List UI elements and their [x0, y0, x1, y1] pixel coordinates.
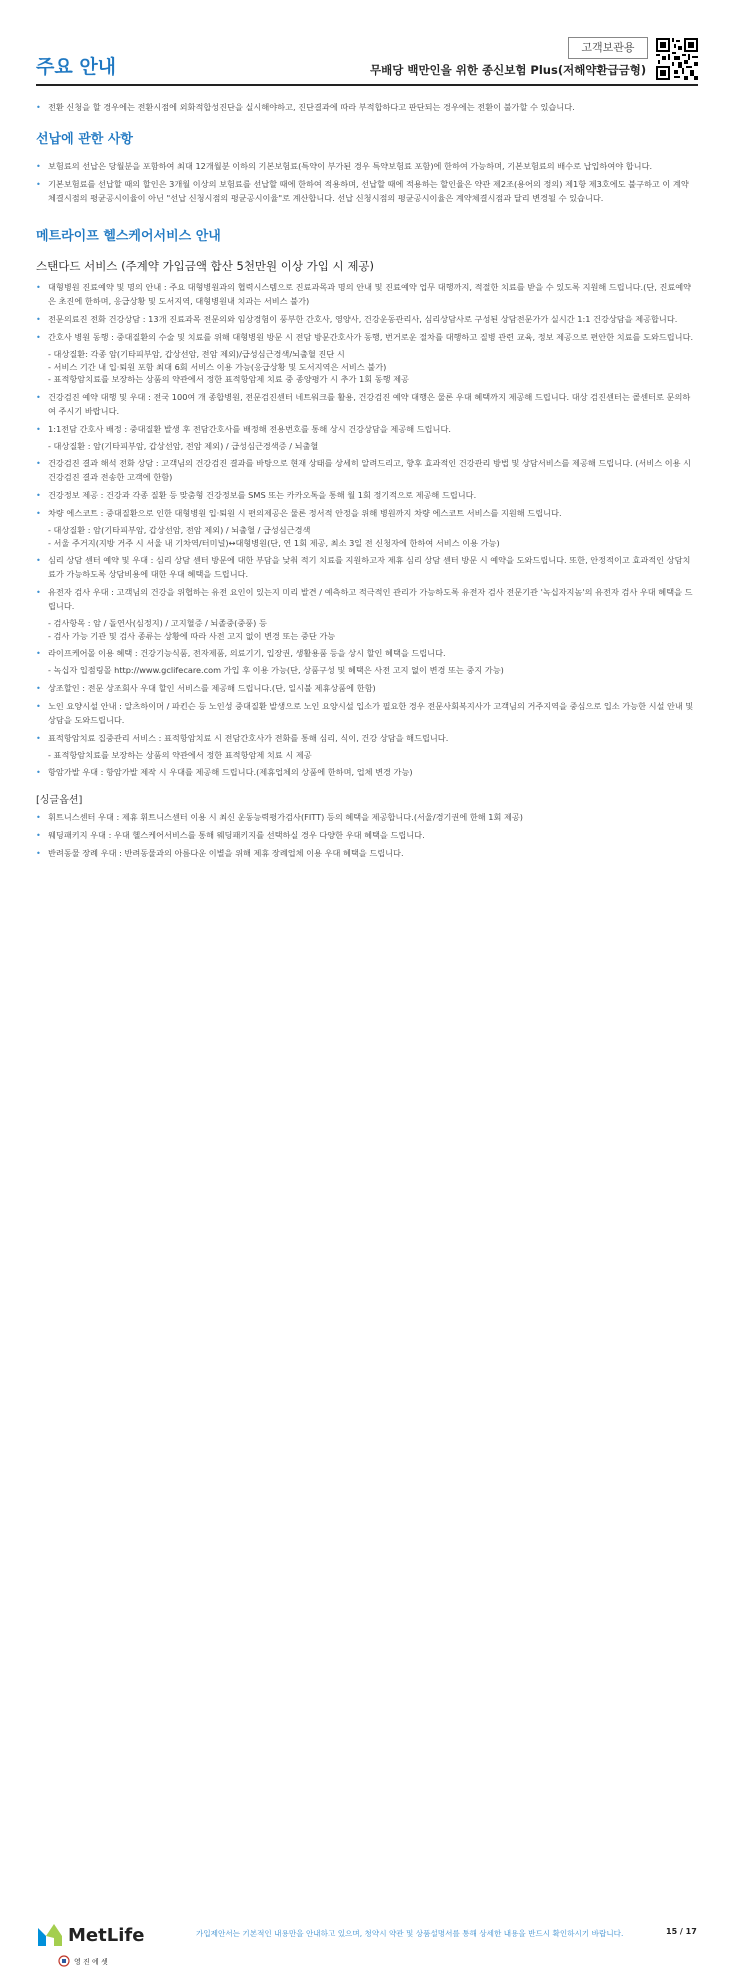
- page-footer: [0, 955, 735, 1966]
- service-item: • 건강검진 예약 대행 및 우대 : 전국 100여 개 종합병원, 전문검진센터 네트워크를 활용, 건강검진 예약 대행은 물론 우대 혜택까지 제공해 드립니다. 대상 검진센터는 콜센터로 문의하여 주시기 바랍니다.: [36, 390, 696, 418]
- prepay-heading: 선납에 관한 사항: [36, 132, 133, 147]
- service-item: • 전문의료진 전화 건강상담 : 13개 진료과목 전문의와 임상경험이 풍부한 간호사, 영양사, 건강운동관리사, 심리상담사로 구성된 상담전문가가 실시간 1:1 건강상담을 제공합니다.: [36, 312, 696, 326]
- service-item: • 대형병원 진료예약 및 명의 안내 : 주요 대형병원과의 협력시스템으로 진료과목과 명의 안내 및 진료예약 업무 대행까지, 적절한 치료를 받을 수 있도록 지원해 드립니다.(단, 진료예약은 초진에 한하며, 응급상황 및 도서지역, 대형병원내 치과는 서비스 불가): [36, 280, 696, 308]
- service-item: • 라이프케어몰 이용 혜택 : 건강기능식품, 전자제품, 의료기기, 입장권, 생활용품 등을 상시 할인 혜택을 드립니다.: [36, 646, 696, 660]
- service-detail-group: [36, 524, 696, 549]
- service-item: • 심리 상담 센터 예약 및 우대 : 심리 상담 센터 방문에 대한 부담을 낮춰 적기 치료를 지원하고자 제휴 심리 상담 센터 방문 시 예약을 도와드립니다. 또한, 안정적이고 효과적인 상담치료가 가능하도록 상담비용에 대한 우대 혜택을 드립니다.: [36, 553, 696, 581]
- footer-note: 가입제안서는 기본적인 내용만을 안내하고 있으며, 청약시 약관 및 상품설명서를 통해 상세한 내용을 반드시 확인하시기 바랍니다.: [196, 1929, 624, 1938]
- service-item: • 차량 에스코트 : 중대질환으로 인한 대형병원 입·퇴원 시 편의제공은 물론 정서적 안정을 위해 병원까지 차량 에스코트 서비스를 지원해 드립니다.: [36, 506, 696, 520]
- page-number: 15 / 17: [666, 1927, 697, 1936]
- service-detail-group: [36, 749, 696, 762]
- service-item: • 건강정보 제공 : 건강과 각종 질환 등 맞춤형 건강정보를 SMS 또는 카카오톡을 통해 월 1회 정기적으로 제공해 드립니다.: [36, 488, 696, 502]
- service-detail-group: [36, 617, 696, 642]
- service-item: • 노인 요양시설 안내 : 알츠하이머 / 파킨슨 등 노인성 중대질환 발생으로 노인 요양시설 입소가 필요한 경우 전문사회복지사가 고객님의 거주지역을 중심으로 입소 가능한 시설 안내 및 상담을 도와드립니다.: [36, 699, 696, 727]
- standard-service-title: 스탠다드 서비스 (주계약 가입금액 합산 5천만원 이상 가입 시 제공): [36, 259, 375, 273]
- qr-code-icon: [656, 38, 698, 80]
- service-detail: - 대상질환 : 암(기타피부암, 갑상선암, 전암 제외) / 뇌출혈 / 급성심근경색: [48, 525, 311, 535]
- service-detail-group: [36, 440, 696, 453]
- service-detail: - 검사 가능 기관 및 검사 종류는 상황에 따라 사전 고지 없이 변경 또는 중단 가능: [48, 630, 336, 641]
- service-item: • 항암가발 우대 : 항암가발 제작 시 우대를 제공해 드립니다.(제휴업체의 상품에 한하며, 업체 변경 가능): [36, 765, 696, 779]
- page-header: [0, 0, 735, 88]
- main-content: [36, 100, 696, 864]
- service-item: • 1:1전담 간호사 배정 : 중대질환 발생 후 전담간호사를 배정해 전용번호를 통해 상시 건강상담을 제공해 드립니다.: [36, 422, 696, 436]
- single-option-title: [싱글옵션]: [36, 795, 83, 806]
- service-detail: - 녹십자 입점링몰 http://www.gclifecare.com 가입 후 이용 가능(단, 상품구성 및 혜택은 사전 고지 없이 변경 또는 중지 가능): [48, 665, 504, 675]
- service-detail-group: [36, 348, 696, 386]
- brand-name: MetLife: [68, 1925, 145, 1946]
- healthcare-heading: 메트라이프 헬스케어서비스 안내: [36, 229, 221, 244]
- service-detail: - 표적항암치료를 보장하는 상품의 약관에서 정한 표적항암제 치료 중 종양평가 시 추가 1회 동행 제공: [48, 374, 409, 384]
- service-detail: - 서울 주거지(지방 거주 시 서울 내 기차역/터미널)↔대형병원(단, 연 1회 제공, 최소 3일 전 신청자에 한하여 서비스 이용 가능): [48, 537, 500, 548]
- page-title: 주요 안내: [36, 56, 117, 78]
- single-option-item: • 반려동물 장례 우대 : 반려동물과의 아름다운 이별을 위해 제휴 장례업체 이용 우대 혜택을 드립니다.: [36, 846, 696, 860]
- header-rule: [36, 84, 698, 86]
- single-option-item: • 웨딩패키지 우대 : 우대 헬스케어서비스를 통해 웨딩패키지를 선택하실 경우 다양한 우대 혜택을 드립니다.: [36, 828, 696, 842]
- service-item: • 상조할인 : 전문 상조회사 우대 할인 서비스를 제공해 드립니다.(단, 일시불 제휴상품에 한함): [36, 681, 696, 695]
- agency-logo-icon: [58, 1955, 70, 1967]
- service-detail-group: [36, 664, 696, 677]
- prepay-item: • 보험료의 선납은 당월분을 포함하여 최대 12개월분 이하의 기본보험료(특약이 부가된 경우 특약보험료 포함)에 한하여 가능하며, 기본보험료의 배수로 납입하여야 합니다.: [36, 159, 696, 173]
- service-detail: - 검사항목 : 암 / 돌연사(심정지) / 고지혈증 / 뇌졸중(중풍) 등: [48, 618, 267, 628]
- service-item: • 표적항암치료 집중관리 서비스 : 표적항암치료 시 전담간호사가 전화를 통해 심리, 식이, 건강 상담을 해드립니다.: [36, 731, 696, 745]
- customer-copy-tag: 고객보관용: [568, 37, 648, 59]
- conversion-note: • 전환 신청을 할 경우에는 전환시점에 외화적합성진단을 실시해야하고, 진단결과에 따라 부적합하다고 판단되는 경우에는 전환이 불가할 수 있습니다.: [36, 100, 696, 114]
- service-detail: - 대상질환: 각종 암(기타피부암, 갑상선암, 전암 제외)/급성심근경색/뇌출혈 진단 시: [48, 349, 345, 359]
- service-detail: - 서비스 기간 내 입·퇴원 포함 최대 6회 서비스 이용 가능(응급상황 및 도서지역은 서비스 불가): [48, 361, 387, 372]
- single-option-item: • 휘트니스센터 우대 : 제휴 휘트니스센터 이용 시 최신 운동능력평가검사(FITT) 등의 혜택을 제공합니다.(서울/경기권에 한해 1회 제공): [36, 810, 696, 824]
- service-item: • 유전자 검사 우대 : 고객님의 건강을 위협하는 유전 요인이 있는지 미리 발견 / 예측하고 적극적인 관리가 가능하도록 유전자 검사 전문기관 '녹십자지놈'의 유전자 검사 우대 혜택을 드립니다.: [36, 585, 696, 613]
- service-detail: - 대상질환 : 암(기타피부암, 갑상선암, 전암 제외) / 급성심근경색증 / 뇌출혈: [48, 440, 319, 451]
- service-item: • 간호사 병원 동행 : 중대질환의 수술 및 치료를 위해 대형병원 방문 시 전담 방문간호사가 동행, 번거로운 절차를 대행하고 질병 관련 교육, 정보 제공으로 편안한 치료를 도와드립니다.: [36, 330, 696, 344]
- prepay-item: • 기본보험료를 선납할 때의 할인은 3개월 이상의 보험료를 선납할 때에 한하여 적용하며, 선납할 때에 적용하는 할인율은 약관 제2조(용어의 정의) 제1항 제3호에도 불구하고 이 계약 체결시점의 평균공시이율이 아닌 "선납 신청시점의 평균공시이율"로 계산합니다. 선납 신청시점의 평균공시이율은 계약체결시점과 달리 변경될 수 있습니다.: [36, 177, 696, 205]
- agency-name: 영 진 에 셋: [74, 1958, 108, 1966]
- service-item: • 건강검진 결과 해석 전화 상담 : 고객님의 건강검진 결과를 바탕으로 현재 상태를 상세히 알려드리고, 향후 효과적인 건강관리 방법 및 상담서비스를 제공해 드립니다. (서비스 이용 시 건강검진 결과 전송한 고객에 한함): [36, 456, 696, 484]
- service-detail: - 표적항암치료를 보장하는 상품의 약관에서 정한 표적항암제 치료 시 제공: [48, 749, 312, 760]
- product-name: 무배당 백만인을 위한 종신보험 Plus(저해약환급금형): [370, 63, 647, 77]
